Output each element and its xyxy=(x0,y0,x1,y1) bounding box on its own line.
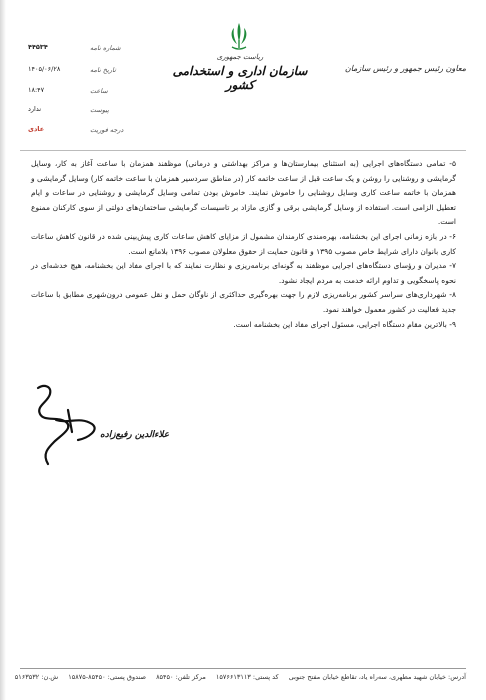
footer-divider xyxy=(20,668,466,669)
meta-value-priority: عادی xyxy=(28,125,45,133)
meta-value-number: ۴۴۵۳۴ xyxy=(28,43,48,51)
paragraph-5: ۵- تمامی دستگاه‌های اجرایی (به استثنای بیمارستان‌ها و مراکز بهداشتی و درمانی) موظفند همزمان با ساعت آغاز به کار، وسایل گرمایشی و روشنایی را روشن و یک ساعت قبل از ساعت خاتمه کار (در مناطق سردسیر همزمان با ساعت خاتمه کار) وسایل گرمایشی و همزمان با خاتمه ساعت کاری وسایل روشنایی را خاموش نمایند. خاموش بودن تمامی وسایل گرمایشی و روشنایی در ساعات و ایام تعطیل الزامی است. استفاده از وسایل گرمایشی برقی و گازی مازاد بر تاسیسات گرمایشی ساختمان‌های دولتی از سوی کارکنان ممنوع است. xyxy=(31,159,456,227)
paragraph-6: ۶- در بازه زمانی اجرای این بخشنامه، بهره‌مندی کارمندان مشمول از مزایای کاهش ساعات کاری پیش‌بینی شده در قانون کاهش ساعات کاری بانوان دارای شرایط خاص مصوب ۱۳۹۵ و قانون حمایت از حقوق معلولان مصوب ۱۳۹۶ بلامانع است. xyxy=(31,231,456,256)
footer-fax: ش.ن: ۵۱۶۳۵۳۲ xyxy=(14,673,59,681)
paragraph-8: ۸- شهرداری‌های سراسر کشور برنامه‌ریزی لازم را جهت بهره‌گیری حداکثری از ناوگان حمل و نقل عمومی درون‌شهری مطابق با ساعات جدید فعالیت در کشور معمول خواهند نمود. xyxy=(31,290,456,314)
meta-label-time: ساعت xyxy=(90,87,108,95)
deputy-title: معاون رئیس جمهور و رئیس سازمان xyxy=(344,64,466,73)
iran-emblem-icon xyxy=(226,20,252,52)
footer-po-box: صندوق پستی: ۸۵۴۵۰-۱۵۸۷۵ xyxy=(68,673,146,681)
footer-postal-code: کد پستی: ۱۵۷۶۶۱۳۱۱۳ xyxy=(215,673,279,681)
letter-body xyxy=(31,157,456,332)
header-divider xyxy=(20,150,466,151)
meta-label-attachment: پیوست xyxy=(90,106,109,114)
signatory-name: علاء‌الدین رفیع‌زاده xyxy=(100,430,170,440)
paragraph-7: ۷- مدیران و رؤسای دستگاه‌های اجرایی موظفند به گونه‌ای برنامه‌ریزی و نظارت نمایند که با اجرای مفاد این بخشنامه، هیچ خدشه‌ای در نحوه پاسخگویی و تداوم ارائه خدمت به مردم ایجاد نشود. xyxy=(31,261,456,285)
handwritten-signature-icon xyxy=(18,380,113,480)
presidency-subheading: ریاست جمهوری xyxy=(216,53,264,61)
paragraph-9: ۹- بالاترین مقام دستگاه اجرایی، مسئول اجرای مفاد این بخشنامه است. xyxy=(233,319,456,329)
meta-value-time: ۱۸:۴۷ xyxy=(28,86,45,94)
letter-footer xyxy=(14,673,466,681)
meta-label-date: تاریخ نامه xyxy=(90,66,116,74)
meta-value-attachment: ندارد xyxy=(28,105,42,113)
meta-label-number: شماره نامه xyxy=(90,44,121,52)
meta-value-date: ۱۴۰۵/۰۶/۲۸ xyxy=(28,65,61,73)
meta-label-priority: درجه فوریت xyxy=(90,126,124,134)
footer-call-center: مرکز تلفن: ۸۵۴۵۰ xyxy=(156,673,206,681)
page-edge-shadow xyxy=(0,0,6,700)
footer-address: آدرس: خیابان شهید مطهری، سه‌راه یاد، تقاطع خیابان مفتح جنوبی xyxy=(288,673,466,681)
organization-title: سازمان اداری و استخدامی کشور xyxy=(172,64,308,92)
